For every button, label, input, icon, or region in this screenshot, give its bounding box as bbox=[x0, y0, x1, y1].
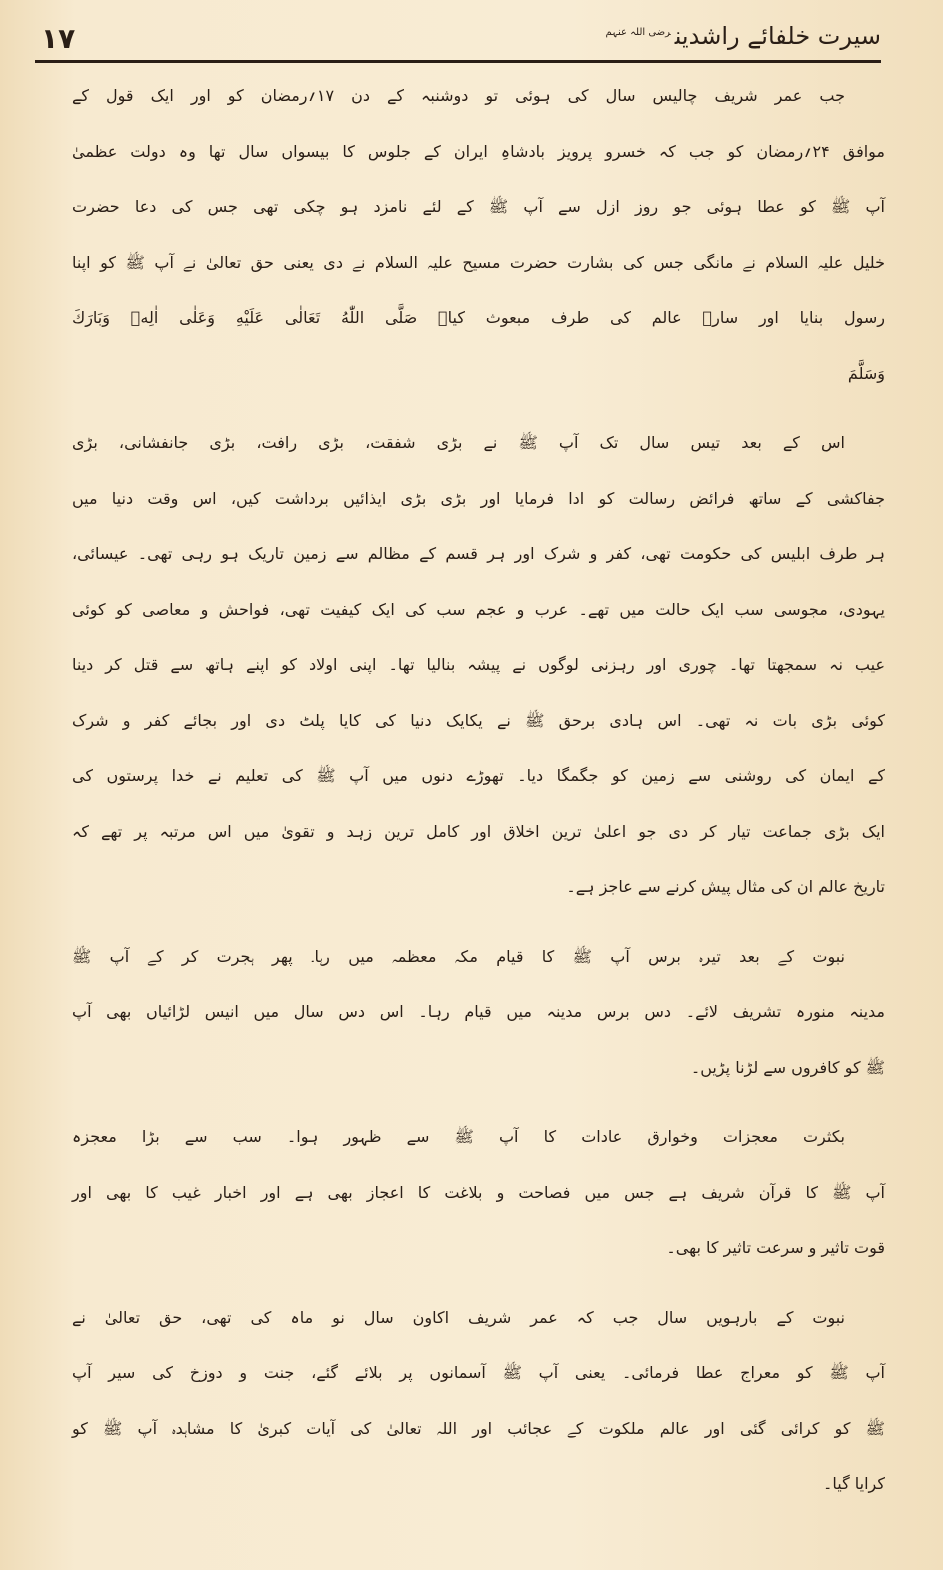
book-title-text: سیرت خلفائے راشدین bbox=[674, 22, 881, 50]
text-line: مدینہ منورہ تشریف لائے۔ دس برس مدینہ میں قیام رہا۔ اس دس سال میں انیس لڑائیاں بھی آپ bbox=[72, 1002, 885, 1021]
text-line: موافق ۲۴؍رمضان کو جب کہ خسرو پرویز بادشاہِ ایران کے جلوس کا بیسواں سال تھا وہ دولت عظمیٰ bbox=[72, 141, 886, 161]
paragraph bbox=[72, 68, 885, 401]
page-number: ۱۷ bbox=[41, 22, 76, 55]
book-title bbox=[605, 22, 881, 50]
text-line: ﷺ کو کافروں سے لڑنا پڑیں۔ bbox=[690, 1057, 885, 1077]
paragraph bbox=[72, 1290, 885, 1512]
text-line: کرایا گیا۔ bbox=[823, 1474, 885, 1493]
text-line: یہودی، مجوسی سب ایک حالت میں تھے۔ عرب و عجم سب کی ایک کیفیت تھی، فواحش و معاصی کو کوئی bbox=[72, 599, 885, 619]
text-line: عیب نہ سمجھتا تھا۔ چوری اور رہزنی لوگوں نے پیشہ بنالیا تھا۔ اپنی اولاد کو اپنے ہاتھ سے قتل کر دینا bbox=[72, 655, 885, 674]
text-line: ایک بڑی جماعت تیار کر دی جو اعلیٰ ترین اخلاق اور کامل ترین زہد و تقویٰ میں اس مرتبہ پر تھے کہ bbox=[72, 821, 885, 841]
text-line: ہر طرف ابلیس کی حکومت تھی، کفر و شرک اور ہر قسم کے مظالم سے زمین تاریک ہو رہی تھی۔ عیسائی، bbox=[72, 544, 885, 563]
text-line: خلیل علیہ السلام نے مانگی جس کی بشارت حضرت مسیح علیہ السلام نے دی یعنی حق تعالیٰ نے آپ ﷺ کو اپنا bbox=[72, 252, 885, 272]
paragraph bbox=[72, 415, 885, 915]
text-line: کے ایمان کی روشنی سے زمین کو جگمگا دیا۔ تھوڑے دنوں میں آپ ﷺ کی تعلیم نے خدا پرستوں کی bbox=[72, 766, 885, 785]
text-line: ﷺ کو کرائی گئی اور عالم ملکوت کے عجائب اور اللہ تعالیٰ کی آیات کبریٰ کا مشاہدہ آپ ﷺ کو bbox=[72, 1418, 885, 1438]
text-line: آپ ﷺ کو عطا ہوئی جو روز ازل سے آپ ﷺ کے لئے نامزد ہو چکی تھی جس کی دعا حضرت bbox=[72, 197, 885, 216]
honorific-ligature: رضی اللہ عنہم bbox=[605, 27, 671, 38]
text-line: تاریخ عالم ان کی مثال پیش کرنے سے عاجز ہے۔ bbox=[566, 877, 885, 896]
paragraph bbox=[72, 1109, 885, 1276]
text-line: نبوت کے بارہویں سال جب کہ عمر شریف اکاون سال نو ماہ کی تھی، حق تعالیٰ نے bbox=[72, 1307, 845, 1327]
text-line: جفاکشی کے ساتھ فرائض رسالت کو ادا فرمایا اور بڑی بڑی ایذائیں برداشت کیں، اس وقت دنیا میں bbox=[72, 488, 885, 508]
text-line: جب عمر شریف چالیس سال کی ہوئی تو دوشنبہ کے دن ۱۷؍رمضان کو اور ایک قول کے bbox=[72, 86, 845, 105]
page-body bbox=[72, 68, 885, 1512]
text-line: وَسَلَّمَ bbox=[847, 363, 885, 383]
text-line: قوت تاثیر و سرعت تاثیر کا بھی۔ bbox=[666, 1238, 885, 1257]
text-line: رسول بنایا اور سارے عالم کی طرف مبعوث کیا۔ صَلَّى اللّٰهُ تَعَالٰى عَلَيْهِ وَعَلٰى اٰلِهٖ وَبَارَكَ bbox=[72, 308, 885, 327]
text-line: بکثرت معجزات وخوارق عادات کا آپ ﷺ سے ظہور ہوا۔ سب سے بڑا معجزہ bbox=[72, 1127, 845, 1146]
text-line: آپ ﷺ کا قرآن شریف ہے جس میں فصاحت و بلاغت کا اعجاز بھی ہے اور اخبار غیب کا بھی اور bbox=[72, 1182, 885, 1202]
text-line: آپ ﷺ کو معراج عطا فرمائی۔ یعنی آپ ﷺ آسمانوں پر بلائے گئے، جنت و دوزخ کی سیر آپ bbox=[72, 1363, 885, 1382]
text-line: کوئی بڑی بات نہ تھی۔ اس ہادی برحق ﷺ نے یکایک دنیا کی کایا پلٹ دی اور بجائے کفر و شرک bbox=[72, 710, 885, 730]
running-header bbox=[35, 18, 881, 63]
text-line: نبوت کے بعد تیرہ برس آپ ﷺ کا قیام مکہ معظمہ میں رہا۔ پھر ہجرت کر کے آپ ﷺ bbox=[72, 946, 845, 966]
paragraph bbox=[72, 929, 885, 1096]
text-line: اس کے بعد تیس سال تک آپ ﷺ نے بڑی شفقت، بڑی رافت، بڑی جانفشانی، بڑی bbox=[72, 433, 845, 452]
